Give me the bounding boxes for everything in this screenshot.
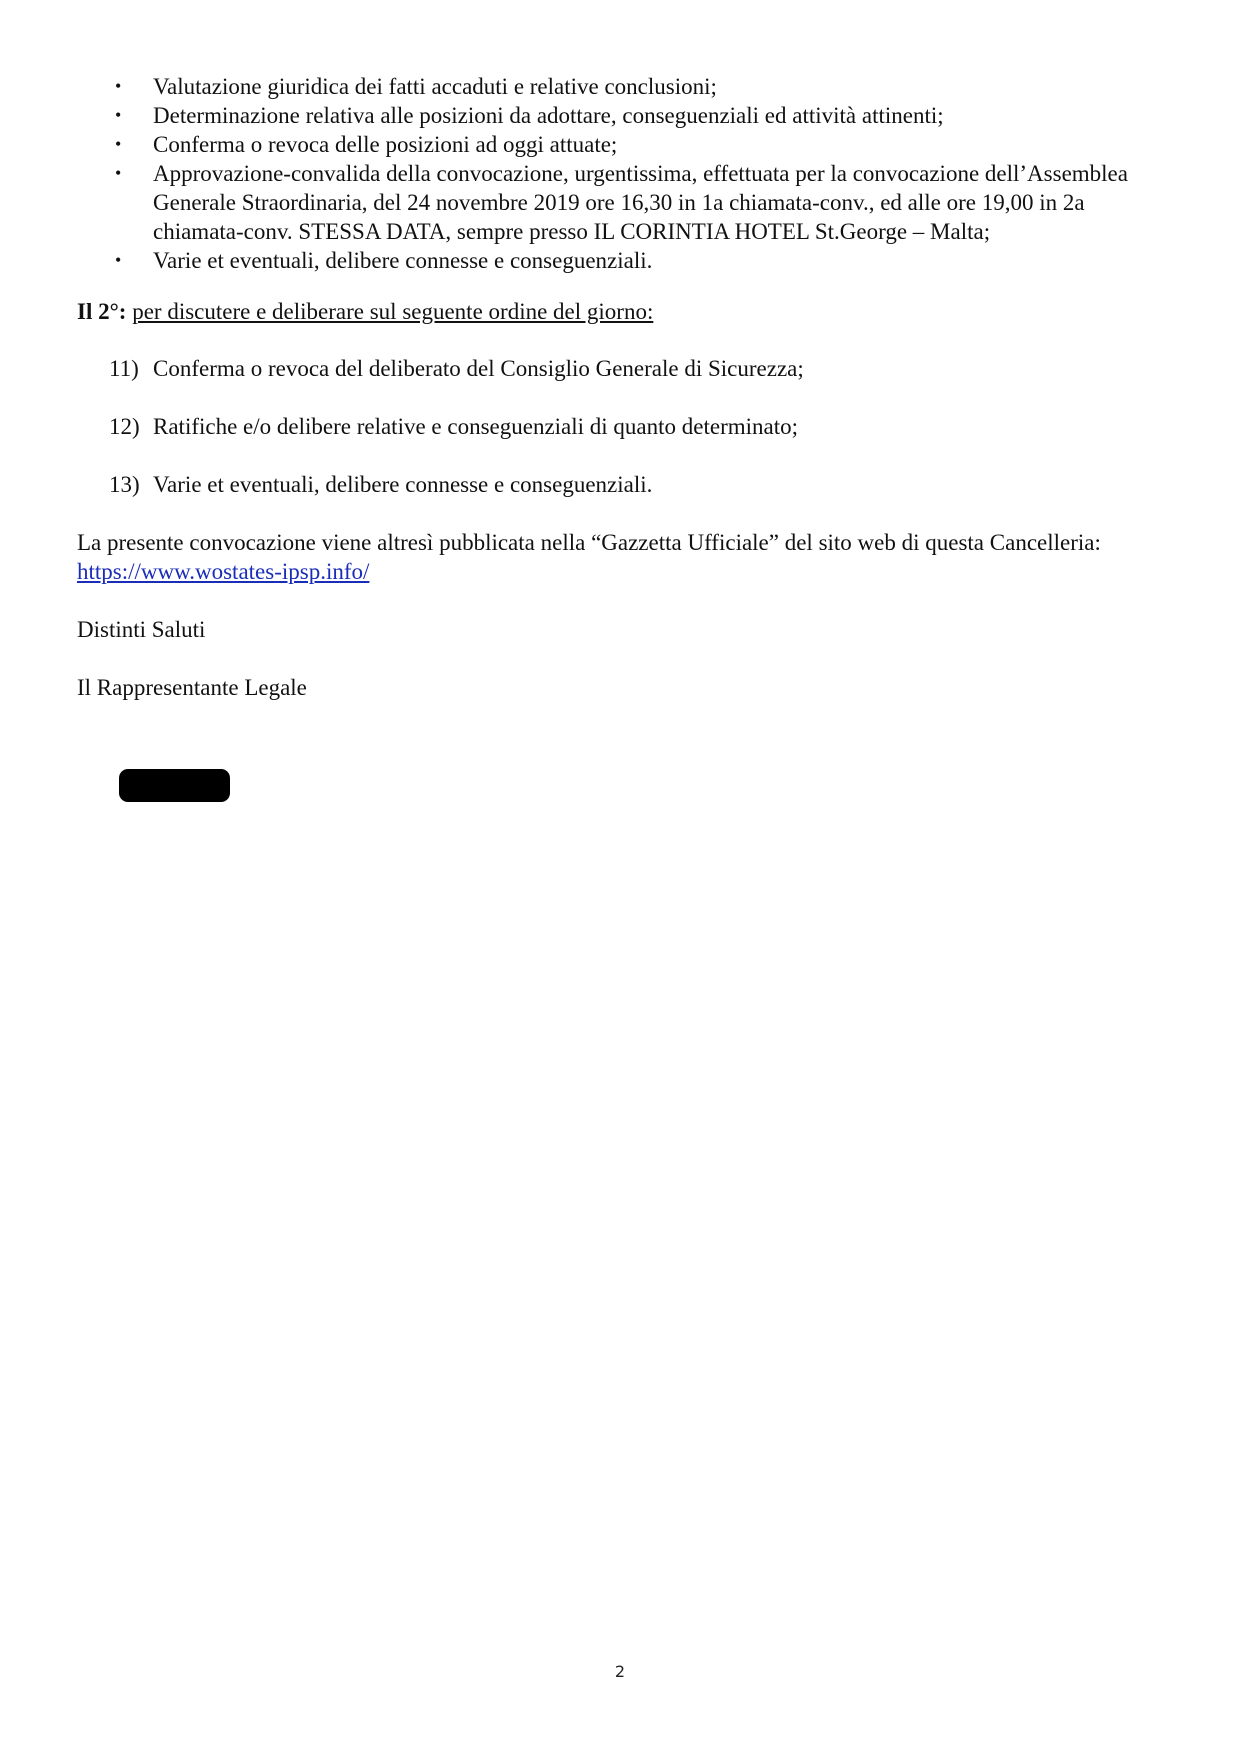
bullet-item — [77, 101, 1167, 130]
agenda-item-text: Ratifiche e/o delibere relative e conseguenziali di quanto determinato; — [153, 414, 799, 439]
bullet-icon: • — [115, 163, 122, 183]
agenda-item — [77, 470, 1167, 499]
agenda-item — [77, 354, 1167, 383]
signatory-title: Il Rappresentante Legale — [77, 675, 307, 700]
agenda-list — [77, 354, 1167, 499]
redacted-signature — [119, 769, 230, 802]
agenda-item-text: Varie et eventuali, delibere connesse e conseguenziali. — [153, 472, 653, 497]
agenda-item-number: 12) — [109, 414, 140, 439]
publication-paragraph — [77, 528, 1167, 586]
bullet-icon: • — [115, 76, 122, 96]
document-body — [77, 72, 1167, 731]
bullet-item — [77, 159, 1167, 246]
bullet-text: Conferma o revoca delle posizioni ad oggi attuate; — [153, 132, 618, 157]
second-section-text: per discutere e deliberare sul seguente ordine del giorno: — [132, 299, 654, 324]
bullet-item — [77, 130, 1167, 159]
page-number: 2 — [614, 1662, 626, 1681]
bullet-list — [77, 72, 1167, 275]
bullet-item — [77, 72, 1167, 101]
second-section-label: Il 2°: — [77, 299, 127, 324]
bullet-text: Determinazione relativa alle posizioni da adottare, conseguenziali ed attività attinenti; — [153, 103, 944, 128]
bullet-icon: • — [115, 134, 122, 154]
bullet-text: Approvazione-convalida della convocazione, urgentissima, effettuata per la convocazione dell’Assemblea Generale Straordinaria, del 24 novembre 2019 ore 16,30 in 1a chiamata-conv., ed alle ore 19,00 in 2a chiamata-conv. STESSA DATA, sempre presso IL CORINTIA HOTEL St.George – Malta; — [153, 161, 1128, 244]
agenda-item-number: 11) — [109, 356, 139, 381]
second-section-heading — [77, 297, 1167, 326]
website-link[interactable]: https://www.wostates-ipsp.info/ — [77, 559, 370, 584]
closing-greeting: Distinti Saluti — [77, 617, 206, 642]
publication-text: La presente convocazione viene altresì pubblicata nella “Gazzetta Ufficiale” del sito web di questa Cancelleria: — [77, 530, 1101, 555]
agenda-item-text: Conferma o revoca del deliberato del Consiglio Generale di Sicurezza; — [153, 356, 804, 381]
bullet-icon: • — [115, 250, 122, 270]
agenda-item-number: 13) — [109, 472, 140, 497]
agenda-item — [77, 412, 1167, 441]
bullet-item — [77, 246, 1167, 275]
bullet-text: Valutazione giuridica dei fatti accaduti e relative conclusioni; — [153, 74, 717, 99]
bullet-text: Varie et eventuali, delibere connesse e conseguenziali. — [153, 248, 653, 273]
bullet-icon: • — [115, 105, 122, 125]
